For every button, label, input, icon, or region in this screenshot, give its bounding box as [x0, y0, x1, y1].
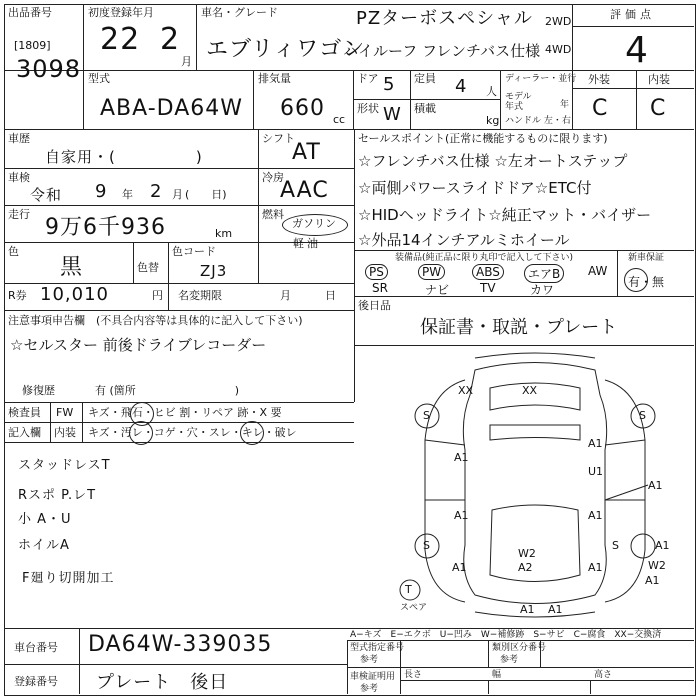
load-unit: kg	[486, 114, 500, 127]
color-code: ZJ3	[200, 262, 228, 280]
hand-note-4: ホイルA	[18, 538, 70, 553]
mark-a1-callout: A1	[648, 479, 663, 492]
displacement-label: 排気量	[258, 72, 291, 85]
doors-value: 5	[383, 74, 396, 95]
equip-tv: TV	[480, 281, 496, 295]
equipment-title: 装備品(純正品に限り丸印で記入して下さい)	[395, 253, 574, 263]
mark-xx-left: XX	[458, 384, 474, 397]
month-unit: 月	[181, 55, 192, 68]
recycle-label: R券	[8, 289, 27, 302]
interior-row-label: 内装	[54, 426, 76, 439]
equip-airbag: エアB	[524, 264, 564, 283]
mark-a1-rr: A1	[588, 561, 603, 574]
inspection-year: 9	[95, 181, 108, 202]
entry-number: 3098	[16, 55, 82, 83]
color-value: 黒	[60, 255, 84, 280]
capacity-label: 定員	[414, 72, 436, 85]
height-label: 高さ	[594, 670, 613, 680]
ref-label-2: 参考	[500, 655, 519, 665]
mark-u1-right: U1	[588, 465, 604, 478]
shift-value: AT	[292, 140, 321, 165]
doors-label: ドア	[357, 72, 379, 85]
mark-a1-bottom-1: A1	[520, 603, 535, 616]
inspection-era: 令和	[30, 186, 63, 204]
name-change-day: 日	[325, 289, 336, 302]
ref-label-3: 参考	[360, 684, 379, 694]
cc-unit: cc	[333, 113, 346, 126]
equip-leather: カワ	[530, 283, 555, 297]
inspection-month: 2	[150, 181, 163, 202]
mark-s-rr: S	[612, 539, 619, 552]
yen-unit: 円	[152, 289, 163, 302]
name-change-month: 月	[280, 289, 291, 302]
score-label: 評価点	[610, 8, 655, 21]
spare-label: スペア	[400, 603, 428, 613]
handle-label: ハンドル 左・右	[505, 116, 571, 126]
equip-pw: PW	[418, 264, 445, 280]
car-grade: ハイルーフ フレンチバス仕様	[343, 42, 541, 60]
interior-grade: C	[650, 96, 667, 121]
form-spec-label: 型式指定番号	[350, 643, 405, 653]
sales-title: セールスポイント(正常に機能するものに限ります)	[358, 132, 608, 145]
fuel-label: 燃料	[262, 208, 284, 221]
drive-2wd: 2WD	[545, 15, 572, 28]
shape-value: W	[383, 104, 402, 125]
sales-line-2: ☆両側パワースライドドア☆ETC付	[358, 179, 592, 197]
first-registration-month: 2	[160, 22, 181, 57]
fuel-gas: ガソリン	[292, 217, 336, 230]
history-value: 自家用・( )	[45, 148, 203, 166]
score-value: 4	[625, 30, 649, 71]
mileage-value: 9万6千936	[45, 215, 166, 240]
displacement-value: 660	[280, 96, 325, 121]
dealer-label: ディーラー・並行	[505, 74, 577, 84]
mark-a1-bottom-2: A1	[548, 603, 563, 616]
aircon-value: AAC	[280, 178, 329, 203]
inspector-label-1: 検査員	[8, 406, 41, 419]
repair-label: 修復歴	[22, 384, 55, 397]
documents-value: 保証書・取説・プレート	[420, 317, 618, 338]
drive-4wd: 4WD	[545, 43, 572, 56]
color-change-label: 色替	[137, 261, 159, 274]
mark-a1-rl: A1	[452, 561, 467, 574]
fw-items: キズ・飛石・ヒビ 割・リペア 跡・X 要	[88, 406, 282, 419]
mark-w2-rear: W2	[518, 547, 536, 560]
capacity-unit: 人	[486, 85, 497, 98]
grade-top: PZターボスペシャル	[356, 8, 533, 29]
history-label: 車歴	[8, 132, 30, 145]
entry-number-label: 出品番号	[8, 6, 52, 19]
inspection-label: 車検	[8, 171, 30, 184]
capacity-value: 4	[455, 76, 468, 97]
hand-note-5: F廻り切開加工	[22, 571, 115, 586]
mark-s-fr: S	[639, 409, 646, 422]
exterior-grade: C	[592, 96, 609, 121]
mark-a1-left-door: A1	[454, 451, 469, 464]
sales-line-1: ☆フレンチバス仕様 ☆左オートステップ	[358, 152, 628, 170]
ref-label-1: 参考	[360, 655, 379, 665]
equip-abs: ABS	[472, 264, 504, 280]
mark-s-rl: S	[423, 539, 430, 552]
year-unit: 年	[122, 188, 133, 201]
first-registration-label: 初度登録年月	[88, 6, 154, 19]
sales-line-4: ☆外品14インチアルミホイール	[358, 231, 570, 249]
width-label: 幅	[492, 670, 502, 680]
km-unit: km	[215, 227, 233, 240]
interior-dirt-mark	[129, 421, 153, 445]
fw-label: FW	[56, 406, 74, 419]
mark-a1-side-3: A1	[655, 539, 670, 552]
exterior-label: 外装	[588, 73, 610, 86]
color-label: 色	[8, 245, 19, 258]
sales-line-3: ☆HIDヘッドライト☆純正マット・バイザー	[358, 206, 652, 224]
car-name-label: 車名・グレード	[201, 6, 278, 19]
interior-wear-mark	[240, 421, 264, 445]
warranty-value: 有・無	[628, 275, 665, 289]
mark-a2-rear: A2	[518, 561, 533, 574]
mark-w2-side: W2	[648, 559, 666, 572]
hand-note-2: Rスポ P.レT	[18, 488, 97, 503]
new-car-warranty-label: 新車保証	[628, 253, 665, 263]
mark-xx-right: XX	[522, 384, 538, 397]
equip-navi: ナビ	[425, 283, 450, 297]
fuel-diesel: 軽油	[293, 237, 321, 250]
cert-label: 車検証明用	[350, 672, 396, 682]
interior-label: 内装	[648, 73, 670, 86]
model-code: ABA-DA64W	[100, 96, 243, 121]
class-label: 類別区分番号	[492, 643, 547, 653]
day-unit: ( 日)	[185, 188, 227, 201]
mark-t-spare: T	[405, 583, 412, 596]
length-label: 長さ	[404, 670, 423, 680]
mark-s-fl: S	[423, 409, 430, 422]
registration-label: 登録番号	[14, 675, 58, 688]
model-year-unit: 年	[560, 100, 570, 110]
model-label: 型式	[88, 72, 110, 85]
recycle-value: 10,010	[40, 284, 109, 305]
mileage-label: 走行	[8, 208, 30, 221]
load-label: 積載	[414, 102, 436, 115]
shape-label: 形状	[357, 102, 379, 115]
chassis-label: 車台番号	[14, 641, 58, 654]
notes-title: 注意事項申告欄 (不具合内容等は具体的に記入して下さい)	[8, 314, 303, 327]
equip-aw: AW	[588, 264, 608, 278]
first-registration-year: 22	[100, 22, 141, 57]
color-code-label: 色コード	[172, 245, 216, 258]
warranty-circle	[624, 268, 648, 292]
documents-label: 後日品	[358, 299, 391, 312]
name-change-label: 名変期限	[178, 289, 222, 302]
inspector-label-2: 記入欄	[8, 426, 41, 439]
equip-sr: SR	[372, 281, 388, 295]
mark-a1-right-door: A1	[588, 437, 603, 450]
notes-line-1: ☆セルスター 前後ドライブレコーダー	[10, 336, 267, 354]
repair-value: 有 (箇所 )	[95, 384, 240, 397]
mark-a1-left-2: A1	[454, 509, 469, 522]
registration-value: プレート 後日	[96, 672, 229, 693]
damage-legend: A−キズ E−エクボ U−凹み W−補修跡 S−サビ C−腐食 XX−交換済	[350, 630, 662, 640]
aircon-label: 冷房	[262, 171, 284, 184]
chassis-number: DA64W-339035	[88, 632, 273, 657]
hand-note-1: スタッドレスT	[18, 458, 111, 473]
model-year-label: モデル年式	[505, 92, 532, 112]
mark-a1-side-2: A1	[645, 574, 660, 587]
interior-items: キズ・汚レ・コゲ・穴・スレ・キレ・破レ	[88, 426, 297, 439]
shift-label: シフト	[262, 132, 295, 145]
mark-a1-right-2: A1	[588, 509, 603, 522]
month-unit-2: 月	[172, 188, 183, 201]
equip-ps: PS	[365, 264, 388, 280]
entry-sub-code: [1809]	[14, 39, 51, 52]
car-name: エブリィワゴン	[206, 37, 366, 62]
hand-note-3: 小 A・U	[18, 512, 72, 527]
